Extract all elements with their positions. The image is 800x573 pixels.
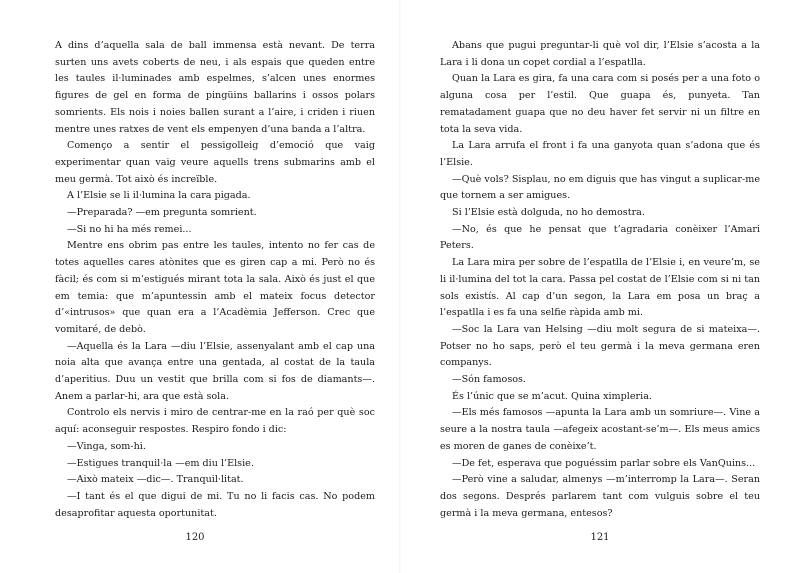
paragraph: Mentre ens obrim pas entre les taules, intento no fer cas de totes aquelles cares atònites que es giren cap a mi. Però no és fàcil; és com si m’estigués mirant tota la sala. Això és just el que em temia: que m’apuntessin amb el mateix focus detector d’«intrusos» que quan era a l’Acadèmia Jefferson. Crec que vomitaré, de debò. xyxy=(55,240,375,335)
page-number: 120 xyxy=(185,532,205,543)
paragraph: —Estigues tranquil·la —em diu l’Elsie. xyxy=(67,457,254,469)
paragraph: —Vinga, som-hi. xyxy=(67,440,146,452)
paragraph: —I tant és el que digui de mi. Tu no li facis cas. No podem desaprofitar aquesta oportunitat. xyxy=(55,490,375,519)
paragraph: A dins d’aquella sala de ball immensa està nevant. De terra surten uns avets coberts de neu, i als espais que queden entre les taules il·luminades amb espelmes, s’alcen unes enormes figures de gel en forma de pingüins ballarins i ossos polars somrients. Els nois i noies ballen surant a l’aire, i criden i riuen mentre unes ratxes de vent els empenyen d’una banda a l’altra. xyxy=(55,40,375,135)
paragraph: —Preparada? —em pregunta somrient. xyxy=(67,207,257,219)
paragraph: —Els més famosos —apunta la Lara amb un somriure—. Vine a seure a la nostra taula —afegeix acostant-se’m—. Els meus amics es moren de ganes de conèixe’t. xyxy=(440,407,760,452)
paragraph: —Són famosos. xyxy=(452,374,526,386)
paragraph: A l’Elsie se li il·lumina la cara pigada. xyxy=(67,190,251,202)
paragraph: —Aquella és la Lara —diu l’Elsie, assenyalant amb el cap una noia alta que avança entre una gentada, al costat de la taula d’aperitius. Duu un vestit que brilla com si fos de diamants—. Anem a parlar-hi, ara que està sola. xyxy=(55,340,375,402)
left-page-text xyxy=(55,38,375,522)
paragraph: La Lara arrufa el front i fa una ganyota quan s’adona que és l’Elsie. xyxy=(440,140,760,168)
paragraph: La Lara mira per sobre de l’espatlla de l’Elsie i, en veure’m, se li il·lumina del tot la cara. Passa pel costat de l’Elsie com si ni tan sols existís. Al cap d’un segon, la Lara em posa un braç a l’espatlla i es fa una selfie ràpida amb mi. xyxy=(440,257,760,319)
paragraph: Si l’Elsie està dolguda, no ho demostra. xyxy=(452,207,645,219)
paragraph: Quan la Lara es gira, fa una cara com si posés per a una foto o alguna cosa per l’estil. Que guapa és, punyeta. Tan rematadament guapa que no deu haver fet servir ni un filtre en tota la seva vida. xyxy=(440,73,760,135)
paragraph: —No, és que he pensat que t’agradaria conèixer l’Amari Peters. xyxy=(440,223,760,252)
paragraph: —Soc la Lara van Helsing —diu molt segura de si mateixa—. Potser no ho saps, però el teu germà i la meva germana eren companys. xyxy=(440,323,760,369)
paragraph: —Si no hi ha més remei... xyxy=(67,223,192,235)
right-page xyxy=(400,0,800,573)
paragraph: És l’únic que se m’acut. Quina ximpleria. xyxy=(452,390,652,402)
paragraph: —Això mateix —dic—. Tranquil·litat. xyxy=(67,474,244,486)
right-page-text xyxy=(440,38,760,522)
paragraph: Abans que pugui preguntar-li què vol dir, l’Elsie s’acosta a la Lara i li dona un copet cordial a l’espatlla. xyxy=(440,40,760,68)
page-number: 121 xyxy=(590,532,610,543)
paragraph: Començo a sentir el pessigolleig d’emoció que vaig experimentar quan vaig veure aquells trens submarins amb el meu germà. Tot això és increïble. xyxy=(55,140,375,185)
paragraph: —Què vols? Sisplau, no em diguis que has vingut a suplicar-me que tornem a ser amigues. xyxy=(440,173,760,202)
paragraph: —Però vine a saludar, almenys —m’interromp la Lara—. Seran dos segons. Després parlarem tant com vulguis sobre el teu germà i la meva germana, entesos? xyxy=(440,474,760,519)
paragraph: —De fet, esperava que poguéssim parlar sobre els VanQuins... xyxy=(452,457,756,469)
paragraph: Controlo els nervis i miro de centrar-me en la raó per què soc aquí: aconseguir respostes. Respiro fondo i dic: xyxy=(55,407,375,436)
